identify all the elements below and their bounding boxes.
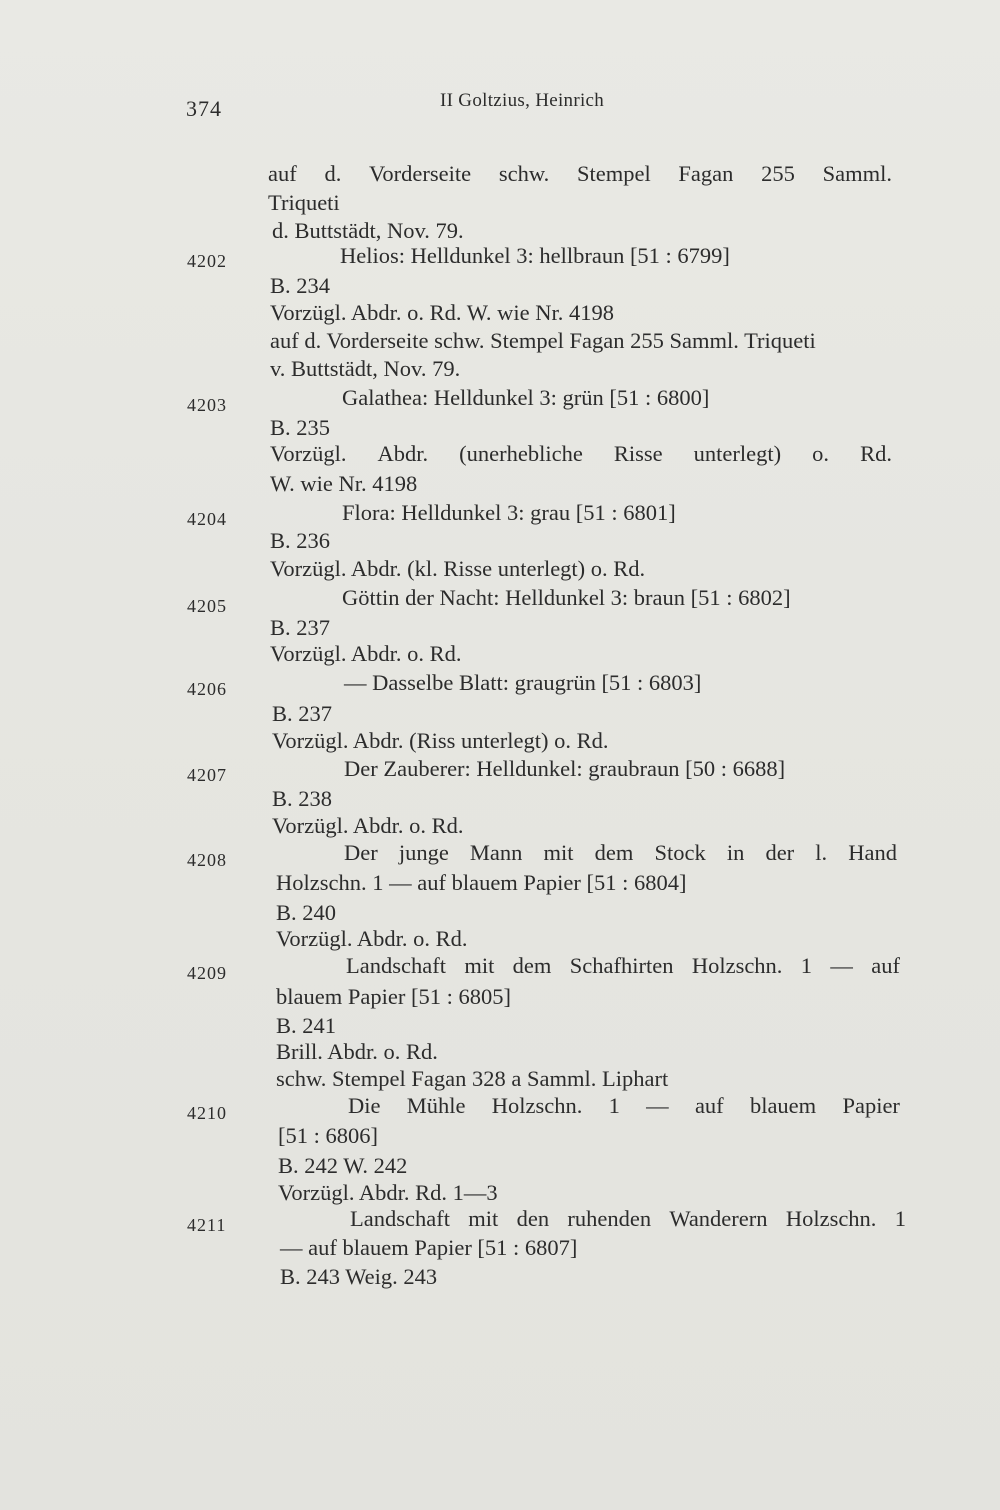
word: 1 xyxy=(894,1206,906,1231)
word: auf xyxy=(871,953,900,978)
entry-number: 4204 xyxy=(187,509,227,529)
entry-title xyxy=(348,1095,900,1118)
word: Hand xyxy=(848,840,897,865)
word: der xyxy=(765,840,795,865)
word: Abdr. xyxy=(377,441,429,466)
word: auf xyxy=(268,161,297,186)
word: Wanderern xyxy=(669,1206,768,1231)
word: Samml. xyxy=(822,161,892,186)
entry-number: 4211 xyxy=(187,1215,227,1235)
entry-line: Vorzügl. Abdr. o. Rd. xyxy=(270,641,462,666)
word: den xyxy=(516,1206,550,1231)
entry-line: Vorzügl. Abdr. o. Rd. W. wie Nr. 4198 xyxy=(270,300,614,325)
entry-number: 4202 xyxy=(187,251,227,271)
entry-line: Vorzügl. Abdr. Rd. 1—3 xyxy=(278,1180,498,1205)
entry-line: — auf blauem Papier [51 : 6807] xyxy=(280,1235,578,1260)
entry-number: 4207 xyxy=(187,765,227,785)
entry-line xyxy=(268,163,892,186)
entry-line: Triqueti xyxy=(268,190,340,215)
word: mit xyxy=(543,840,574,865)
word: Mühle xyxy=(406,1093,466,1118)
entry-title: Göttin der Nacht: Helldunkel 3: braun [51 : 6802] xyxy=(342,585,791,610)
entry-number: 4206 xyxy=(187,679,227,699)
entry-number: 4205 xyxy=(187,596,227,616)
word: 1 xyxy=(608,1093,620,1118)
page-number: 374 xyxy=(186,96,222,121)
entry-title: Flora: Helldunkel 3: grau [51 : 6801] xyxy=(342,500,676,525)
word: Fagan xyxy=(678,161,734,186)
entry-line: B. 241 xyxy=(276,1013,337,1038)
entry-number: 4208 xyxy=(187,850,227,870)
word: Vorzügl. xyxy=(270,441,347,466)
word: Landschaft xyxy=(346,953,446,978)
entry-line: B. 238 xyxy=(272,786,333,811)
entry-line: v. Buttstädt, Nov. 79. xyxy=(270,356,461,381)
entry-line: B. 243 Weig. 243 xyxy=(280,1264,438,1289)
entry-line: d. Buttstädt, Nov. 79. xyxy=(272,218,464,243)
word: (unerhebliche xyxy=(459,441,583,466)
entry-line: W. wie Nr. 4198 xyxy=(270,471,418,496)
entry-line: B. 242 W. 242 xyxy=(278,1153,408,1178)
entry-line: Brill. Abdr. o. Rd. xyxy=(276,1039,438,1064)
entry-title xyxy=(346,955,900,978)
entry-number: 4209 xyxy=(187,963,227,983)
word: Vorderseite xyxy=(369,161,472,186)
word: Holzschn. xyxy=(491,1093,583,1118)
entry-line: B. 237 xyxy=(272,701,333,726)
entry-line: B. 234 xyxy=(270,273,331,298)
entry-title: Der Zauberer: Helldunkel: graubraun [50 : 6688] xyxy=(344,756,786,781)
entry-number: 4210 xyxy=(187,1103,227,1123)
entry-title xyxy=(350,1208,906,1231)
entry-line: Vorzügl. Abdr. (Riss unterlegt) o. Rd. xyxy=(272,728,609,753)
entry-line: schw. Stempel Fagan 328 a Samml. Liphart xyxy=(276,1066,669,1091)
entry-line: B. 236 xyxy=(270,528,331,553)
entry-line: Vorzügl. Abdr. o. Rd. xyxy=(272,813,464,838)
word: mit xyxy=(464,953,495,978)
word: l. xyxy=(815,840,828,865)
word: mit xyxy=(468,1206,499,1231)
word: blauem xyxy=(749,1093,817,1118)
word: — xyxy=(830,953,853,978)
entry-line: B. 240 xyxy=(276,900,337,925)
word: Papier xyxy=(842,1093,900,1118)
word: Die xyxy=(348,1093,381,1118)
word: dem xyxy=(594,840,634,865)
word: Schafhirten xyxy=(569,953,674,978)
word: Stock xyxy=(654,840,706,865)
entry-number: 4203 xyxy=(187,395,227,415)
word: unterlegt) xyxy=(693,441,782,466)
word: Landschaft xyxy=(350,1206,450,1231)
running-head: II Goltzius, Heinrich xyxy=(440,90,605,111)
word: Risse xyxy=(613,441,663,466)
word: ruhenden xyxy=(567,1206,652,1231)
word: Der xyxy=(344,840,378,865)
entry-line: blauem Papier [51 : 6805] xyxy=(276,984,511,1009)
word: auf xyxy=(694,1093,724,1118)
word: in xyxy=(726,840,745,865)
word: — xyxy=(646,1093,669,1118)
word: Holzschn. xyxy=(785,1206,877,1231)
entry-line: auf d. Vorderseite schw. Stempel Fagan 255 Samml. Triqueti xyxy=(270,328,816,353)
entry-line: B. 235 xyxy=(270,415,331,440)
word: Rd. xyxy=(860,441,892,466)
word: schw. xyxy=(498,161,550,186)
word: Stempel xyxy=(576,161,651,186)
word: o. xyxy=(812,441,830,466)
entry-line: B. 237 xyxy=(270,615,331,640)
entry-line: Vorzügl. Abdr. o. Rd. xyxy=(276,926,468,951)
entry-line xyxy=(270,443,892,466)
entry-line: Holzschn. 1 — auf blauem Papier [51 : 6804] xyxy=(276,870,687,895)
word: Mann xyxy=(469,840,523,865)
word: d. xyxy=(324,161,342,186)
word: dem xyxy=(512,953,552,978)
entry-title: Helios: Helldunkel 3: hellbraun [51 : 6799] xyxy=(340,243,730,268)
entry-title xyxy=(344,842,897,865)
entry-title: Galathea: Helldunkel 3: grün [51 : 6800] xyxy=(342,385,710,410)
entry-line: [51 : 6806] xyxy=(278,1123,378,1148)
word: Holzschn. xyxy=(691,953,783,978)
word: 255 xyxy=(761,161,795,186)
word: 1 xyxy=(800,953,813,978)
entry-title: — Dasselbe Blatt: graugrün [51 : 6803] xyxy=(344,670,702,695)
entry-line: Vorzügl. Abdr. (kl. Risse unterlegt) o. Rd. xyxy=(270,556,646,581)
word: junge xyxy=(398,840,449,865)
